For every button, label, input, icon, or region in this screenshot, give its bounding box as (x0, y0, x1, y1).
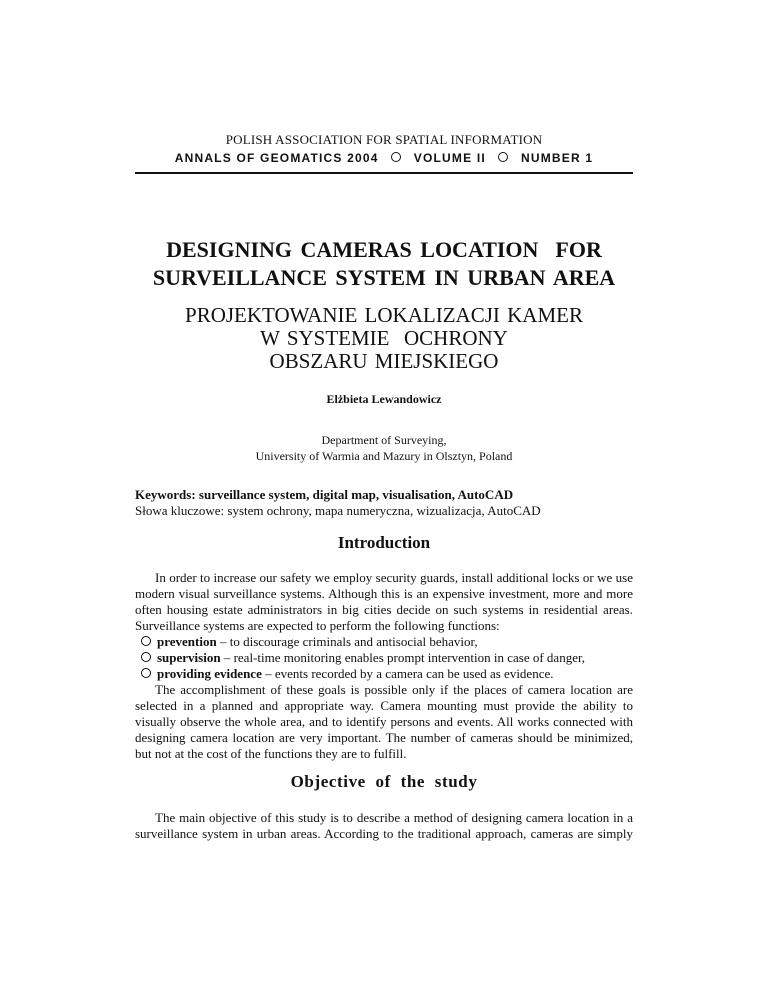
list-item-term: providing evidence (157, 666, 262, 681)
list-item-text: – events recorded by a camera can be used as evidence. (261, 666, 554, 681)
title-english-line1: DESIGNING CAMERAS LOCATION FOR (166, 237, 602, 262)
paragraph-line: designing camera location are very important. The number of cameras should be minimized, (135, 730, 633, 745)
author-name: Elżbieta Lewandowicz (326, 392, 442, 406)
list-item-text: – real-time monitoring enables prompt intervention in case of danger, (220, 650, 586, 665)
journal-title: ANNALS OF GEOMATICS 2004 (174, 151, 379, 165)
paragraph-line: but not at the cost of the functions they are to fulfill. (135, 746, 407, 761)
paragraph-line: modern visual surveillance systems. Although this is an expensive investment, more and more (135, 586, 633, 601)
bullet-icon (141, 668, 151, 678)
list-item (135, 666, 633, 682)
paragraph-line: In order to increase our safety we employ security guards, install additional locks or we use (155, 570, 633, 585)
title-polish-line2: W SYSTEMIE OCHRONY (260, 326, 508, 350)
paragraph-line: selected in a planned and appropriate way. Camera mounting must provide the ability to (135, 698, 633, 713)
list-item-term: supervision (157, 650, 221, 665)
list-item (135, 650, 633, 666)
title-polish (0, 304, 768, 373)
list-item-text: – to discourage criminals and antisocial behavior, (216, 634, 478, 649)
association-name: POLISH ASSOCIATION FOR SPATIAL INFORMATION (225, 132, 543, 147)
paragraph-line: Surveillance systems are expected to perform the following functions: (135, 618, 500, 633)
paragraph-line: The accomplishment of these goals is possible only if the places of camera location are (155, 682, 633, 697)
paragraph-line: often housing estate administrators in big cities decide on such systems in residential areas. (135, 602, 633, 617)
bullet-icon (141, 636, 151, 646)
bullet-icon (498, 152, 508, 162)
section-heading-introduction: Introduction (337, 533, 431, 552)
paragraph-line: surveillance system in urban areas. According to the traditional approach, cameras are simply (135, 826, 633, 841)
title-english-line2: SURVEILLANCE SYSTEM IN URBAN AREA (152, 265, 616, 290)
keywords-polish: Słowa kluczowe: system ochrony, mapa numeryczna, wizualizacja, AutoCAD (135, 503, 541, 518)
journal-number: NUMBER 1 (520, 151, 594, 165)
affiliation-line1: Department of Surveying, (321, 433, 447, 447)
paragraph-line: The main objective of this study is to describe a method of designing camera location in a (155, 810, 633, 825)
list-item-term: prevention (157, 634, 217, 649)
title-polish-line1: PROJEKTOWANIE LOKALIZACJI KAMER (185, 303, 583, 327)
title-polish-line3: OBSZARU MIEJSKIEGO (269, 349, 499, 373)
bullet-icon (141, 652, 151, 662)
header-divider (135, 172, 633, 174)
list-item (135, 634, 633, 650)
affiliation-line2: University of Warmia and Mazury in Olsztyn, Poland (255, 449, 513, 463)
introduction-paragraph (135, 570, 633, 762)
title-english (0, 236, 768, 292)
bullet-icon (391, 152, 401, 162)
objective-paragraph (135, 810, 633, 842)
paragraph-line: visually observe the whole area, and to identify persons and events. All works connected with (135, 714, 633, 729)
journal-line (0, 151, 768, 165)
keywords-english: Keywords: surveillance system, digital map, visualisation, AutoCAD (135, 487, 514, 502)
journal-volume: VOLUME II (413, 151, 486, 165)
section-heading-objective: Objective of the study (290, 772, 478, 791)
author-affiliation (0, 432, 768, 464)
